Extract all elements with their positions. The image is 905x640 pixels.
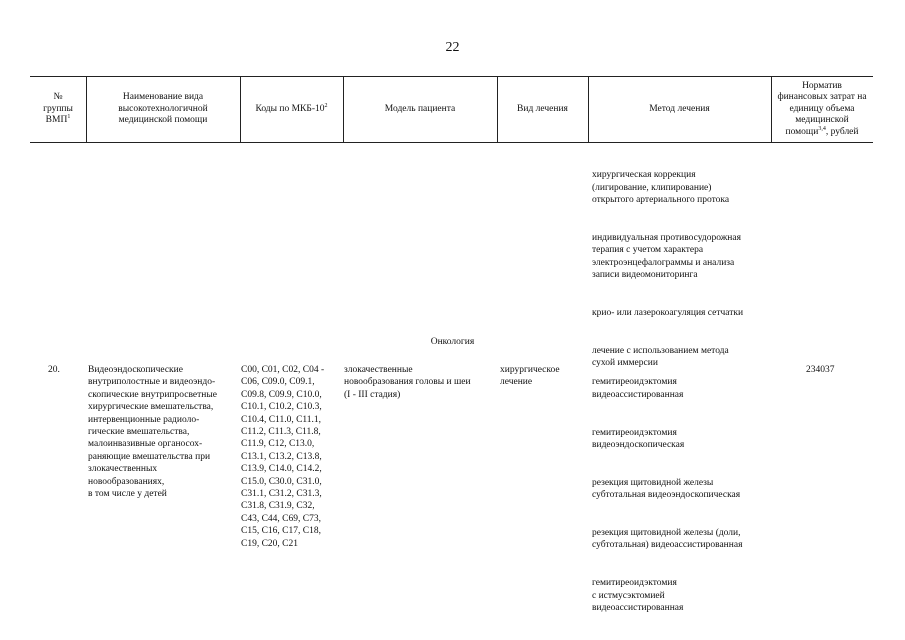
row-methods [592, 364, 802, 640]
section-title: Онкология [430, 337, 475, 347]
header-norm-main: Норматив финансовых затрат на единицу объема медицинской помощи [777, 80, 867, 137]
method-item: резекция щитовидной железы (доли, субтотальная) видеоассистированная [592, 528, 743, 551]
header-patient-model: Модель пациента [384, 103, 456, 114]
row-patient-model: злокачественные новообразования головы и шеи (I - III стадия) [344, 365, 471, 400]
header-group-line3: ВМП [45, 115, 68, 126]
table-header [30, 76, 873, 143]
header-care-name: Наименование вида высокотехнологичной медицинской помощи [118, 92, 208, 126]
row-care-name: Видеоэндоскопические внутриполостные и видеоэндо- скопические внутрипросветные хирургические вмешательства, интервенционные радиоло- гические вмешательства, малоинвазивные органосох- раняющие вмешательства при злокачественных новообразованиях, в том числе у детей [88, 365, 217, 500]
method-item: хирургическая коррекция (лигирование, клипирование) открытого артериального протока [592, 170, 730, 206]
row-treatment-type: хирургическое лечение [500, 365, 560, 388]
header-norm-tail: , рублей [825, 126, 859, 137]
table [30, 76, 873, 143]
row-number: 20. [48, 365, 60, 375]
header-group-line2: группы [43, 103, 73, 114]
header-icd-codes [240, 77, 343, 142]
header-treatment-type: Вид лечения [517, 103, 568, 114]
method-item: лечение с использованием метода сухой иммерсии [592, 345, 729, 369]
continued-methods [592, 157, 802, 395]
header-group-number [30, 77, 86, 142]
method-item: гемитиреоидэктомия видеоэндоскопическая [592, 427, 685, 451]
method-item: гемитиреоидэктомия видеоассистированная [592, 377, 684, 400]
row-financial-norm: 234037 [806, 365, 835, 375]
header-treatment-method: Метод лечения [649, 103, 710, 114]
page-number: 22 [445, 40, 460, 55]
header-financial-norm [771, 77, 873, 142]
row-icd-codes: C00, C01, C02, C04 - C06, C09.0, C09.1, C09.8, C09.9, C10.0, C10.1, C10.2, C10.3, C10.4, C11.0, C11.1, C11.2, C11.3, C11.8, C11.9, C12, C13.0, C13.1, C13.2, C13.8, C13.9, C14.0, C14.2, C15.0, C30.0, C31.0, C31.1, C31.2, C31.3, C31.8, C31.9, C32, C43, C44, C69, C73, C15, C16, C17, C18, C19, C20, C21 [241, 365, 325, 549]
header-codes-label: Коды по МКБ-10 [255, 103, 325, 114]
header-group-sup: 1 [67, 114, 71, 121]
method-item: гемитиреоидэктомия с истмусэктомией видеоассистированная [592, 578, 684, 614]
method-item: индивидуальная противосудорожная терапия с учетом характера электроэнцефалограммы и анализа записи видеомониторинга [592, 233, 741, 281]
header-codes-sup: 2 [324, 102, 328, 109]
header-norm-sup: 3,4 [818, 125, 826, 132]
method-item: резекция щитовидной железы субтотальная видеоэндоскопическая [592, 477, 741, 501]
header-group-line1: № [53, 92, 63, 103]
method-item: крио- или лазерокоагуляция сетчатки [592, 308, 744, 319]
